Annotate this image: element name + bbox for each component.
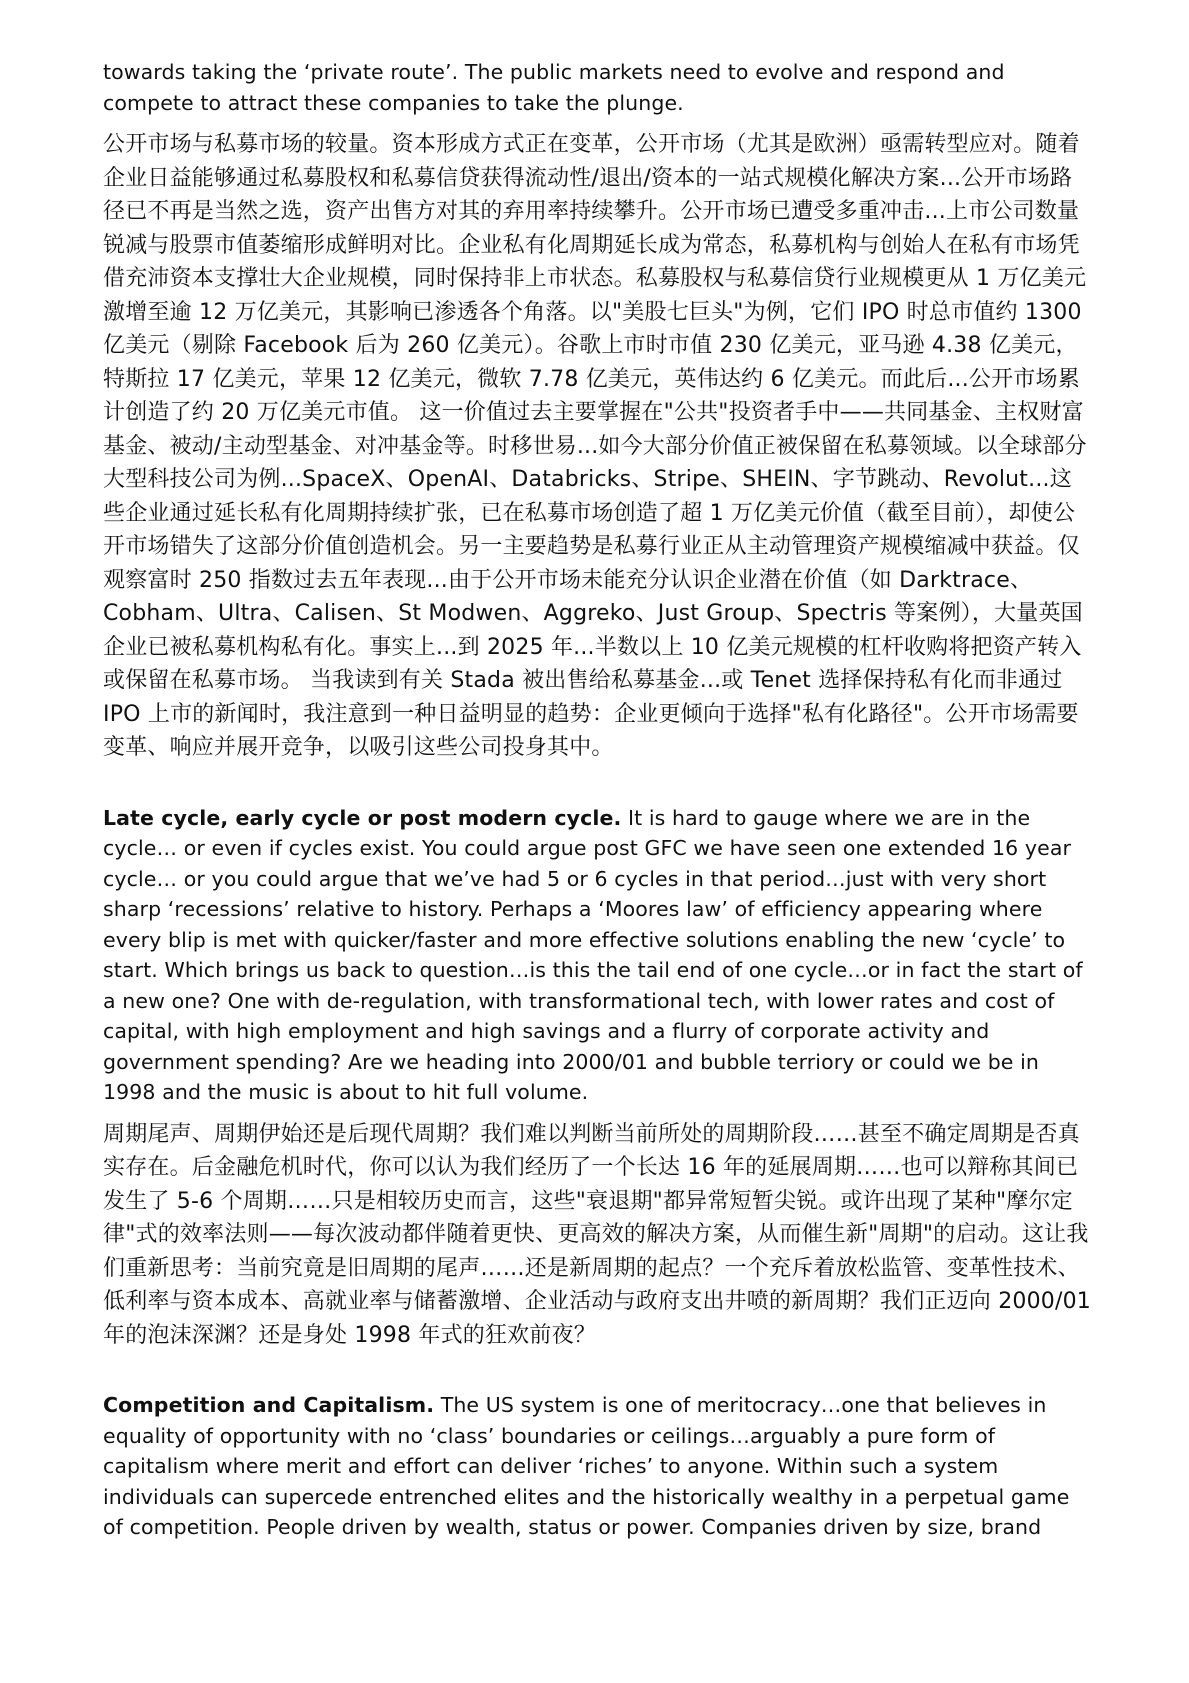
spacer bbox=[103, 765, 1093, 803]
paragraph-cycle-zh: 周期尾声、周期伊始还是后现代周期？我们难以判断当前所处的周期阶段……甚至不确定周期是否真实存在。后金融危机时代，你可以认为我们经历了一个长达 16 年的延展周期……也可以辩称其间已发生了 5-6 个周期……只是相较历史而言，这些"衰退期"都异常短暂尖锐。或许出现了某种"摩尔定律"式的效率法则——每次波动都伴随着更快、更高效的解决方案，从而催生新"周期"的启动。这让我们重新思考：当前究竟是旧周期的尾声……还是新周期的起点？一个充斥着放松监管、变革性技术、低利率与资本成本、高就业率与储蓄激增、企业活动与政府支出井喷的新周期？我们正迈向 2000/01 年的泡沫深渊？还是身处 1998 年式的狂欢前夜？ bbox=[103, 1121, 1091, 1348]
document-page bbox=[103, 57, 1093, 1543]
section-heading-competition: Competition and Capitalism. bbox=[103, 1393, 435, 1417]
paragraph-cycle-en bbox=[103, 803, 1093, 1108]
paragraph-competition-body: The US system is one of meritocracy…one that believes in equality of opportunity with no ‘class’ boundaries or ceilings…arguably a pure form of capitalism where merit and effort can deliver ‘riches’ to anyone. Within such a system individuals can supercede entrenched elites and the historically wealthy in a perpetual game of competition. People driven by wealth, status or power. Companies driven by size, brand bbox=[103, 1393, 1070, 1539]
section-heading-cycle: Late cycle, early cycle or post modern cycle. bbox=[103, 805, 622, 830]
spacer bbox=[103, 118, 1093, 128]
spacer bbox=[103, 1108, 1093, 1118]
spacer bbox=[103, 1352, 1093, 1390]
paragraph-competition-en bbox=[103, 1390, 1093, 1543]
paragraph-public-vs-private-zh: 公开市场与私募市场的较量。资本形成方式正在变革，公开市场（尤其是欧洲）亟需转型应对。随着企业日益能够通过私募股权和私募信贷获得流动性/退出/资本的一站式规模化解决方案...公开市场路径已不再是当然之选，资产出售方对其的弃用率持续攀升。公开市场已遭受多重冲击...上市公司数量锐减与股票市值萎缩形成鲜明对比。企业私有化周期延长成为常态，私募机构与创始人在私有市场凭借充沛资本支撑壮大企业规模，同时保持非上市状态。私募股权与私募信贷行业规模更从 1 万亿美元激增至逾 12 万亿美元，其影响已渗透各个角落。以"美股七巨头"为例，它们 IPO 时总市值约 1300 亿美元（剔除 Facebook 后为 260 亿美元）。谷歌上市时市值 230 亿美元，亚马逊 4.38 亿美元，特斯拉 17 亿美元，苹果 12 亿美元，微软 7.78 亿美元，英伟达约 6 亿美元。而此后...公开市场累计创造了约 20 万亿美元市值。 这一价值过去主要掌握在"公共"投资者手中——共同基金、主权财富基金、被动/主动型基金、对冲基金等。时移世易...如今大部分价值正被保留在私募领域。以全球部分大型科技公司为例...SpaceX、OpenAI、Databricks、Stripe、SHEIN、字节跳动、Revolut...这些企业通过延长私有化周期持续扩张，已在私募市场创造了超 1 万亿美元价值（截至目前），却使公开市场错失了这部分价值创造机会。另一主要趋势是私募行业正从主动管理资产规模缩减中获益。仅观察富时 250 指数过去五年表现...由于公开市场未能充分认识企业潜在价值（如 Darktrace、Cobham、Ultra、Calisen、St Modwen、Aggreko、Just Group、Spectris 等案例），大量英国企业已被私募机构私有化。事实上...到 2025 年...半数以上 10 亿美元规模的杠杆收购将把资产转入或保留在私募市场。 当我读到有关 Stada 被出售给私募基金...或 Tenet 选择保持私有化而非通过 IPO 上市的新闻时，我注意到一种日益明显的趋势：企业更倾向于选择"私有化路径"。公开市场需要变革、响应并展开竞争，以吸引这些公司投身其中。 bbox=[103, 132, 1087, 760]
paragraph-cycle-body: It is hard to gauge where we are in the cycle… or even if cycles exist. You could argue post GFC we have seen one extended 16 year cycle… or you could argue that we’ve had 5 or 6 cycles in that period…just with very short sharp ‘recessions’ relative to history. Perhaps a ‘Moores law’ of efficiency appearing where every blip is met with quicker/faster and more effective solutions enabling the new ‘cycle’ to start. Which brings us back to question…is this the tail end of one cycle…or in fact the start of a new one? One with de-regulation, with transformational tech, with lower rates and cost of capital, with high employment and high savings and a flurry of corporate activity and government spending? Are we heading into 2000/01 and bubble terriory or could we be in 1998 and the music is about to hit full volume. bbox=[103, 805, 1083, 1104]
paragraph-continuation-en: towards taking the ‘private route’. The public markets need to evolve and respond and compete to attract these companies to take the plunge. bbox=[103, 60, 1005, 115]
